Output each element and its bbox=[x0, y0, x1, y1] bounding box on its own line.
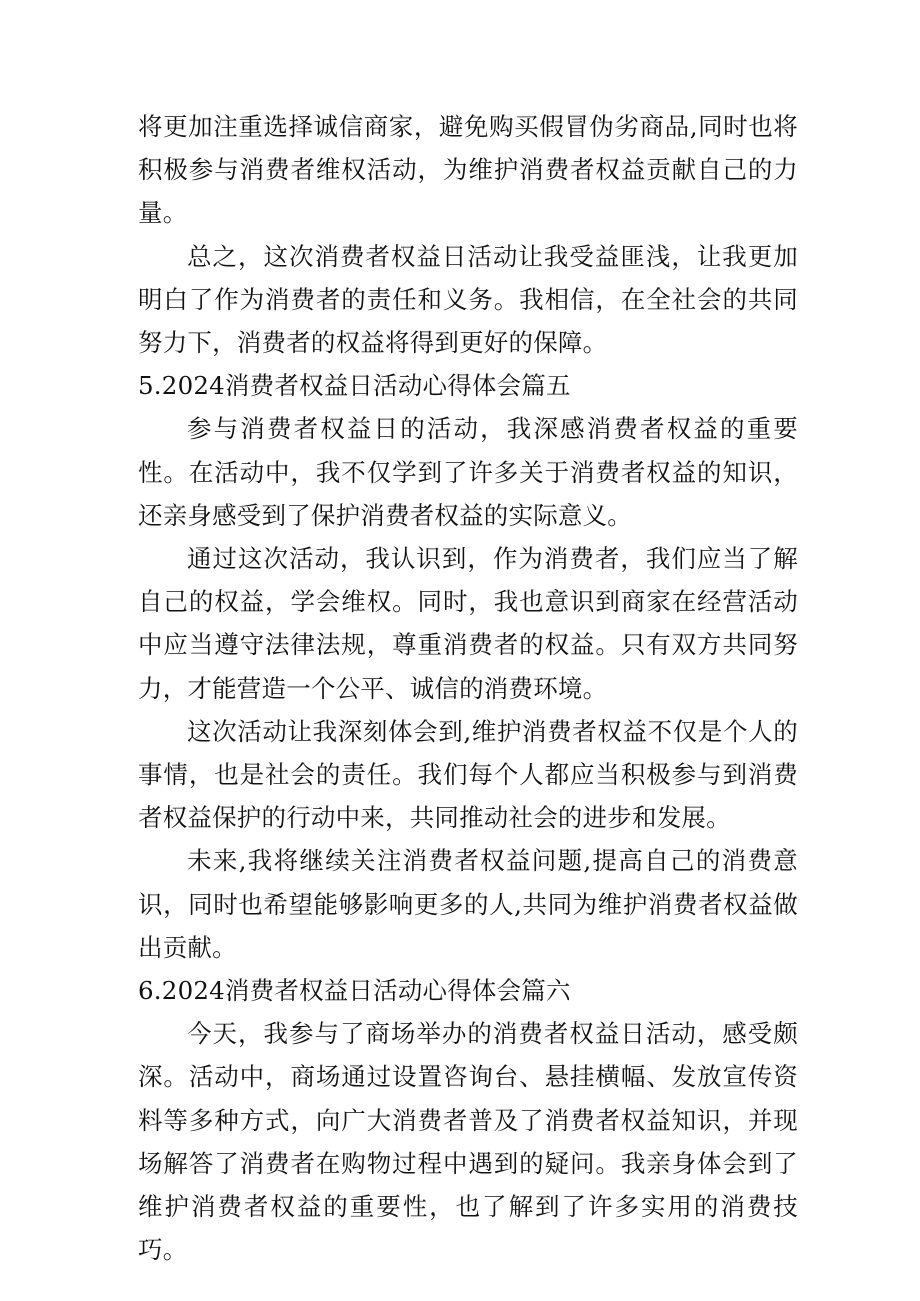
document-page bbox=[138, 105, 798, 1271]
paragraph-summary: 总之，这次消费者权益日活动让我受益匪浅，让我更加明白了作为消费者的责任和义务。我相信，在全社会的共同努力下，消费者的权益将得到更好的保障。 bbox=[138, 241, 798, 358]
section-heading-6: 6.2024消费者权益日活动心得体会篇六 bbox=[138, 976, 571, 1006]
paragraph: 未来,我将继续关注消费者权益问题,提高自己的消费意识，同时也希望能够影响更多的人,共同为维护消费者权益做出贡献。 bbox=[138, 846, 798, 962]
paragraph: 参与消费者权益日的活动，我深感消费者权益的重要性。在活动中，我不仅学到了许多关于消费者权益的知识，还亲身感受到了保护消费者权益的实际意义。 bbox=[138, 414, 798, 530]
section-heading-5: 5.2024消费者权益日活动心得体会篇五 bbox=[138, 371, 571, 401]
paragraph: 这次活动让我深刻体会到,维护消费者权益不仅是个人的事情，也是社会的责任。我们每个人都应当积极参与到消费者权益保护的行动中来，共同推动社会的进步和发展。 bbox=[138, 716, 798, 833]
paragraph: 今天，我参与了商场举办的消费者权益日活动，感受颇深。活动中，商场通过设置咨询台、悬挂横幅、发放宣传资料等多种方式，向广大消费者普及了消费者权益知识，并现场解答了消费者在购物过程中遇到的疑问。我亲身体会到了维护消费者权益的重要性，也了解到了许多实用的消费技巧。 bbox=[138, 1019, 798, 1265]
paragraph-continued: 将更加注重选择诚信商家，避免购买假冒伪劣商品,同时也将积极参与消费者维权活动，为维护消费者权益贡献自己的力量。 bbox=[138, 112, 798, 228]
paragraph: 通过这次活动，我认识到，作为消费者，我们应当了解自己的权益，学会维权。同时，我也意识到商家在经营活动中应当遵守法律法规，尊重消费者的权益。只有双方共同努力，才能营造一个公平、诚信的消费环境。 bbox=[138, 544, 798, 703]
